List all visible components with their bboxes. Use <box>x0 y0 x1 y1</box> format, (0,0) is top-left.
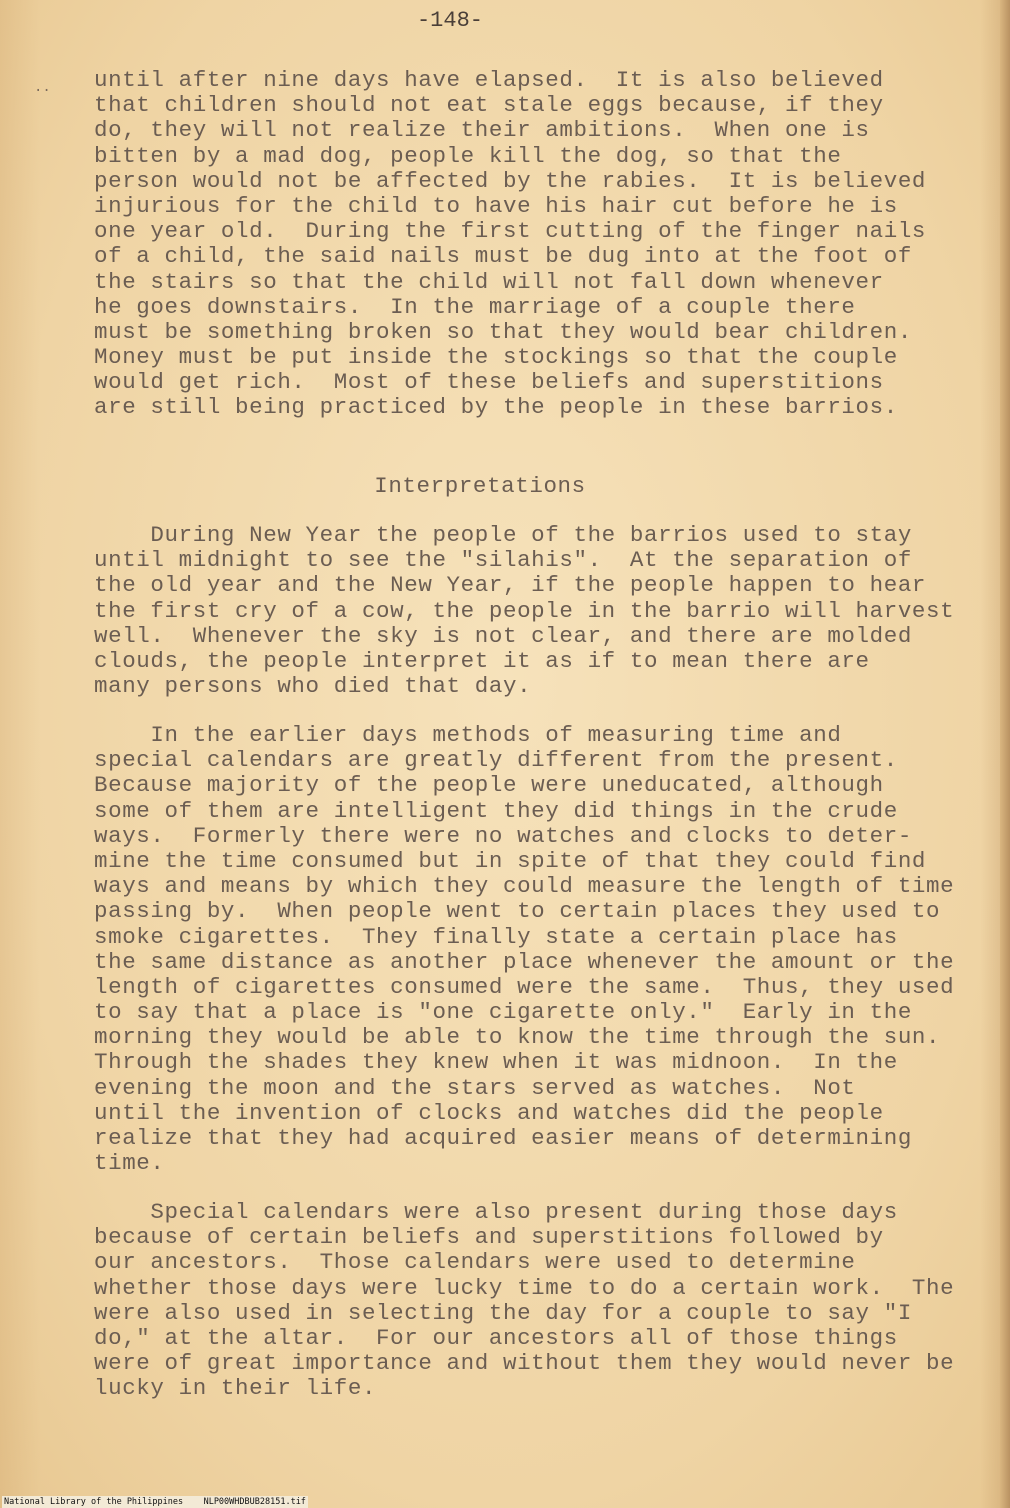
text-line: Special calendars were also present during those days <box>94 1200 898 1225</box>
text-line: Through the shades they knew when it was midnoon. In the <box>94 1049 898 1076</box>
text-line: our ancestors. Those calendars were used to determine <box>94 1249 856 1276</box>
text-line: Because majority of the people were uneducated, although <box>94 772 884 799</box>
paragraph-beliefs <box>94 68 999 421</box>
text-line: do, they will not realize their ambitions. When one is <box>94 117 870 144</box>
archive-footer: National Library of the Philippines NLP00WHDBUB28151.tif <box>4 1497 306 1507</box>
text-line: morning they would be able to know the time through the sun. <box>94 1024 941 1051</box>
paragraph-measuring-time <box>94 723 999 1176</box>
text-line: the same distance as another place whenever the amount or the <box>94 948 955 975</box>
text-line: injurious for the child to have his hair cut before he is <box>94 192 898 219</box>
text-line: well. Whenever the sky is not clear, and there are molded <box>94 622 912 649</box>
text-line: the stairs so that the child will not fall down whenever <box>94 268 884 295</box>
page-number: -148- <box>416 8 483 33</box>
text-line: must be something broken so that they would bear children. <box>94 318 912 345</box>
text-line: passing by. When people went to certain places they used to <box>94 898 941 925</box>
text-line: lucky in their life. <box>94 1375 377 1402</box>
paragraph-new-year <box>94 523 999 699</box>
text-line: During New Year the people of the barrios used to stay <box>94 523 912 548</box>
text-line: some of them are intelligent they did things in the crude <box>94 797 898 824</box>
text-line: ways and means by which they could measure the length of time <box>94 873 955 900</box>
text-line: many persons who died that day. <box>94 673 532 700</box>
text-line: of a child, the said nails must be dug into at the foot of <box>94 243 912 270</box>
text-line: Money must be put inside the stockings so that the couple <box>94 344 898 371</box>
text-line: clouds, the people interpret it as if to mean there are <box>94 647 870 674</box>
margin-mark: .. <box>34 80 51 96</box>
text-line: In the earlier days methods of measuring time and <box>94 723 842 748</box>
text-line: were of great importance and without them they would never be <box>94 1350 955 1377</box>
text-line: person would not be affected by the rabies. It is believed <box>94 167 927 194</box>
text-line: smoke cigarettes. They finally state a certain place has <box>94 923 898 950</box>
text-line: whether those days were lucky time to do a certain work. The <box>94 1274 955 1301</box>
text-line: are still being practiced by the people in these barrios. <box>94 394 898 421</box>
text-line: he goes downstairs. In the marriage of a couple there <box>94 293 856 320</box>
text-line: special calendars are greatly different from the present. <box>94 747 898 774</box>
text-line: length of cigarettes consumed were the same. Thus, they used <box>94 973 955 1000</box>
text-line: evening the moon and the stars served as watches. Not <box>94 1074 856 1101</box>
text-line: time. <box>94 1150 165 1177</box>
text-line: the old year and the New Year, if the people happen to hear <box>94 572 927 599</box>
text-line: do," at the altar. For our ancestors all of those things <box>94 1324 898 1351</box>
text-line: one year old. During the first cutting of the finger nails <box>94 218 927 245</box>
text-line: would get rich. Most of these beliefs and superstitions <box>94 369 884 396</box>
page-edge-shadow <box>1000 0 1010 1508</box>
text-line: bitten by a mad dog, people kill the dog, so that the <box>94 142 842 169</box>
text-line: ways. Formerly there were no watches and clocks to deter- <box>94 822 912 849</box>
section-heading-interpretations: Interpretations <box>374 473 586 499</box>
text-line: to say that a place is "one cigarette only." Early in the <box>94 999 912 1026</box>
paragraph-special-calendars <box>94 1200 999 1402</box>
text-line: until after nine days have elapsed. It is also believed <box>94 68 884 93</box>
text-line: were also used in selecting the day for a couple to say "I <box>94 1299 912 1326</box>
text-line: until midnight to see the "silahis". At the separation of <box>94 547 912 574</box>
text-line: that children should not eat stale eggs because, if they <box>94 92 884 119</box>
text-line: because of certain beliefs and superstitions followed by <box>94 1224 884 1251</box>
text-line: mine the time consumed but in spite of that they could find <box>94 847 927 874</box>
text-line: until the invention of clocks and watches did the people <box>94 1099 884 1126</box>
text-line: realize that they had acquired easier means of determining <box>94 1125 912 1151</box>
text-line: the first cry of a cow, the people in the barrio will harvest <box>94 597 955 624</box>
